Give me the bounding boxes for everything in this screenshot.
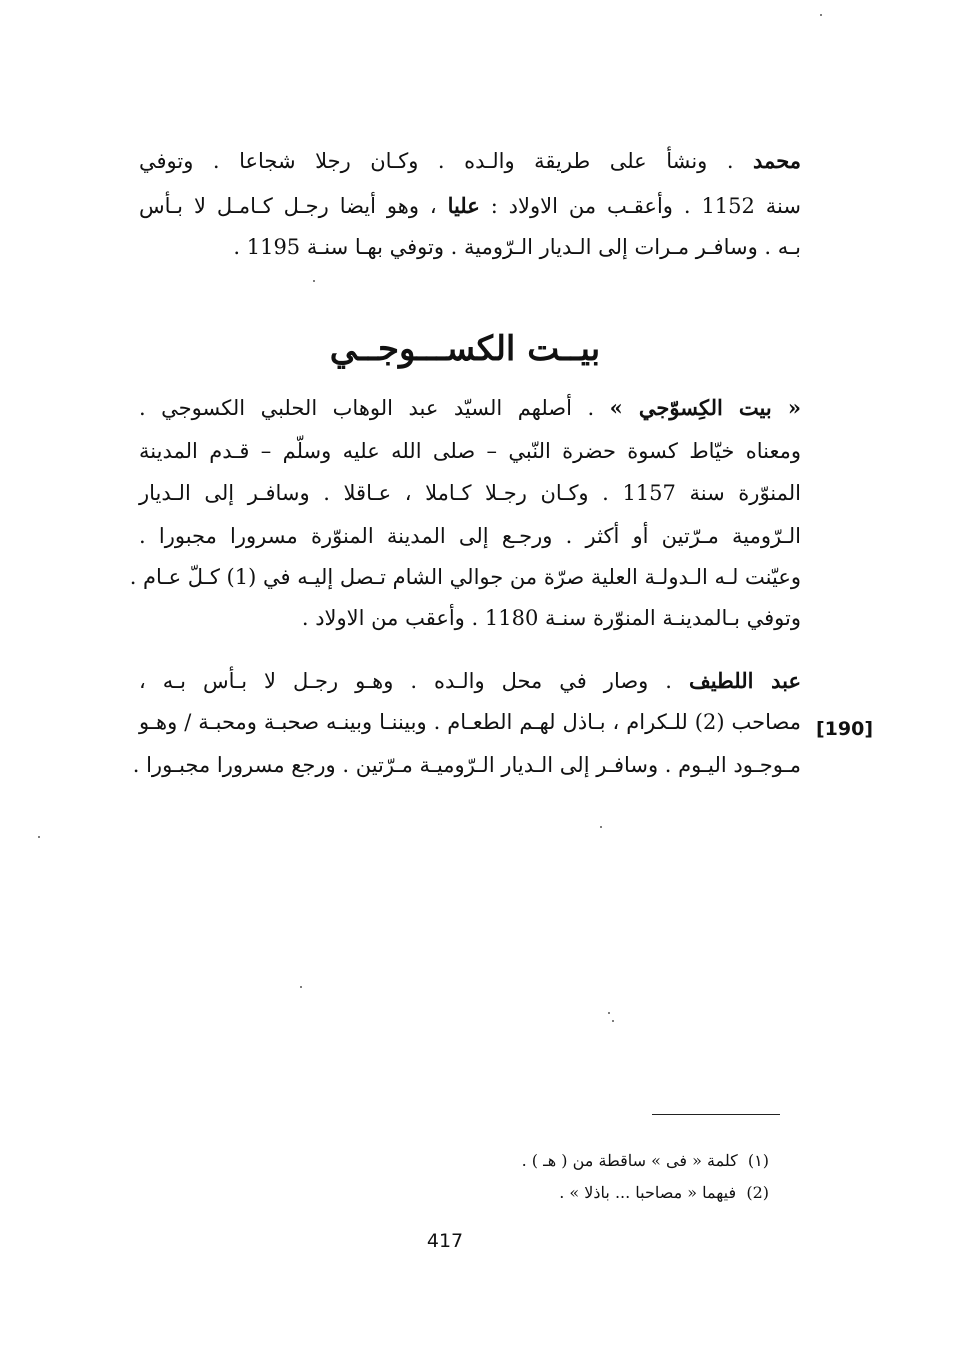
footnote-2-marker: (2) — [746, 1183, 769, 1202]
paragraph2-line-1-text: . أصلهم السيّد عبد الوهاب الحلبي الكسوجي . — [139, 396, 610, 420]
paragraph1-line-1 — [139, 146, 801, 176]
paragraph2-line-1-name: « بيت الكِسوّجي » — [609, 395, 801, 420]
scan-speck — [820, 14, 822, 16]
paragraph3-line-2 — [139, 707, 801, 737]
paragraph1-line-3 — [139, 232, 801, 262]
paragraph2-line-6-text: وتوفي بـالمدينـة المنوّرة سنـة 1180 . وأعقب من الاولاد . — [301, 606, 801, 630]
paragraph3-line-2-text: مصاحب (2) للـكرام ، بـاذل لهـم الطعـام . وبيننـا وبينـه صحبـة ومحبـة / وهـو — [139, 710, 802, 734]
scan-speck — [300, 986, 302, 988]
paragraph1-line-2-pre: سنة 1152 . وأعقـب من الاولاد : — [479, 194, 801, 218]
footnote-2-text: فيهما « مصاحبا ... باذلا » . — [559, 1183, 737, 1202]
paragraph3-line-1-name: عبد اللطيف — [688, 668, 801, 693]
paragraph3-line-3 — [132, 750, 801, 780]
paragraph2-line-4-text: الـرّومية مـرّتين أو أكثر . ورجـع إلى المدينة المنوّرة مسرورا مجبورا . — [139, 524, 801, 548]
paragraph1-line-1-text: . ونشأ على طريقة والـده . وكـان رجلا شجاعا . وتوفي — [139, 149, 754, 173]
paragraph2-line-3-text: المنوّرة سنة 1157 . وكـان رجـلا كـاملا ، عـاقلا . وسافـر إلى الـديار — [139, 481, 801, 505]
page-number: 417 — [426, 1230, 464, 1252]
paragraph3-line-1-text: . وصار في محل والـده . وهـو رجـل لا بـأس بـه ، — [139, 669, 689, 693]
paragraph1-line-3-text: بـه . وسافـر مـرات إلى الـديار الـرّومية . وتوفي بهـا سنـة 1195 . — [233, 235, 801, 259]
scan-speck — [313, 280, 315, 282]
paragraph2-line-2 — [139, 436, 801, 466]
scan-speck — [38, 836, 40, 838]
scan-speck — [600, 826, 602, 828]
paragraph2-line-6 — [139, 603, 801, 633]
paragraph1-line-1-name: محمد — [753, 148, 801, 173]
section-heading: بيــت الكســـوجــي — [329, 329, 601, 369]
paragraph2-line-4 — [139, 521, 801, 551]
footnote-2 — [409, 1182, 769, 1204]
paragraph2-line-5-text: وعيّنت لـه الـدولـة العلية صرّة من جوالي الشام تـصل إليـه في (1) كـلّ عـام . — [129, 565, 801, 589]
paragraph2-line-3 — [139, 478, 801, 508]
paragraph3-line-1 — [139, 666, 801, 696]
paragraph3-line-3-text: مـوجـود اليـوم . وسافـر إلى الـديار الـرّوميـة مـرّتين . ورجع مسرورا مجبـورا . — [132, 753, 801, 777]
footnote-separator — [652, 1114, 780, 1115]
scan-speck — [608, 1012, 610, 1014]
paragraph2-line-2-text: ومعناه خيّاط كسوة حضرة النّبي – صلى الله عليه وسلّم – قـدم المدينة — [139, 439, 801, 463]
paragraph1-line-2-name: عليا — [447, 193, 480, 218]
paragraph2-line-5 — [129, 562, 801, 592]
paragraph2-line-1 — [139, 393, 801, 423]
footnote-1 — [409, 1150, 769, 1172]
paragraph1-line-2-post: ، وهو أيضا رجـل كـامـل لا بـأس — [139, 194, 448, 218]
footnote-1-text: كلمة « فى » ساقطة من ( هـ ) . — [521, 1151, 738, 1170]
scan-speck — [612, 1020, 614, 1022]
footnote-1-marker: (١) — [747, 1151, 769, 1170]
paragraph1-line-2 — [139, 191, 801, 221]
margin-folio-reference: [190] — [816, 718, 874, 740]
